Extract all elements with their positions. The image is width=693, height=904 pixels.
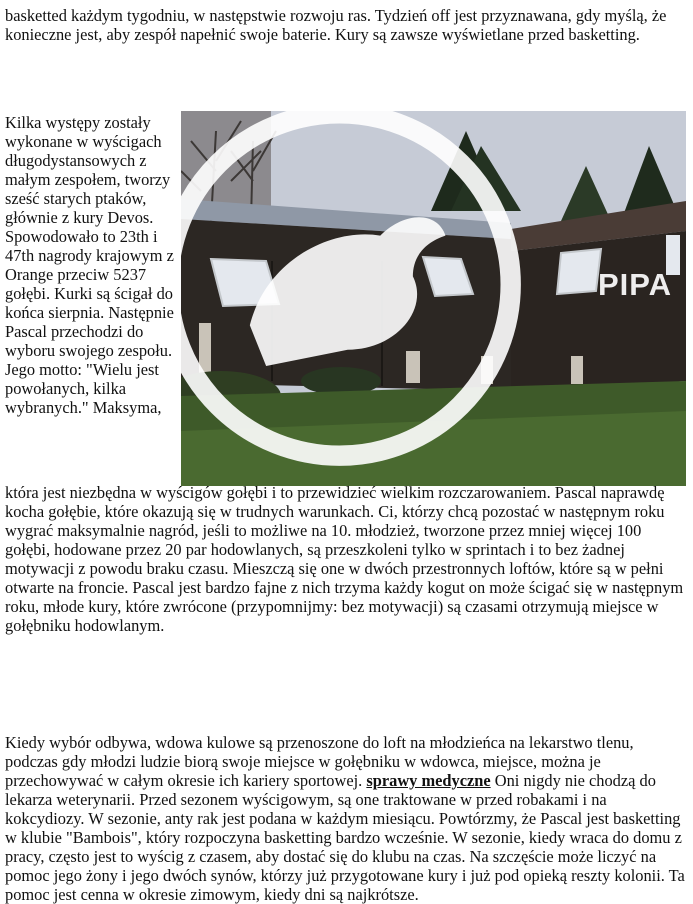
- medical-heading: sprawy medyczne: [366, 771, 491, 790]
- pipa-logo: [181, 111, 672, 472]
- paragraph-selection: która jest niezbędna w wyścigów gołębi i to przewidzieć wielkim rozczarowaniem. Pascal naprawdę kocha gołębie, które okazują się w trudnych warunkach. Ci, którzy chcą pozostać w następnym roku wygrać maksymalnie nagród, jeśli to możliwe na 10. młodzież, tworzone przez mniej więcej 100 gołębi, hodowane przez 20 par hodowlanych, są przeszkoleni tylko w sprintach i to bez żadnej motywacji z powodu braku czasu. Mieszczą się one w dwóch przestronnych loftów, które są w pełni otwarte na froncie. Pascal jest bardzo fajne z nich trzyma każdy kogut on może ścigać się w następnym roku, młode kury, które zwrócone (przypomnijmy: bez motywacji) są czasami otrzymują miejsce w gołębniku hodowlanym.: [5, 483, 684, 635]
- paragraph-medical: [5, 733, 688, 904]
- pigeon-icon: [181, 111, 592, 472]
- medical-text-before: Kiedy wybór odbywa, wdowa kulowe są przenoszone do loft na młodzieńca na lekarstwo tlenu, podczas gdy młodzi ludzie biorą swoje miejsce w gołębniku w wdowca, miejsce, można je przechowywać w całym okresie ich kariery sportowej.: [5, 733, 634, 790]
- loft-photograph: [181, 111, 686, 486]
- paragraph-intro: basketted każdym tygodniu, w następstwie rozwoju ras. Tydzień off jest przyznawana, gdy myślą, że konieczne jest, aby zespół napełnić swoje baterie. Kury są zawsze wyświetlane przed basketting.: [5, 6, 667, 44]
- medical-text-after: Oni nigdy nie chodzą do lekarza weterynarii. Przed sezonem wyścigowym, są one traktowane w przed robakami i na kokcydiozy. W sezonie, anty rak jest podana w każdym miesiącu. Powtórzmy, że Pascal jest basketting w klubie "Bambois", który rozpoczyna basketting bardzo wcześnie. W sezonie, kiedy wraca do domu z pracy, często jest to wyścig z czasem, aby dostać się do klubu na czas. Na szczęście może liczyć na pomoc jego żony i jego dwóch synów, którzy już przygotowane kury i już pod opieką reszty kolonii. Ta pomoc jest cenna w okresie zimowym, kiedy dni są najkrótsze.: [5, 771, 685, 904]
- paragraph-wrapped-left: Kilka występy zostały wykonane w wyścigach długodystansowych z małym zespołem, tworzy sześć starych ptaków, głównie z kury Devos. Spowodowało to 23th i 47th nagrody krajowym z Orange przeciw 5237 gołębi. Kurki są ścigał do końca sierpnia. Następnie Pascal przechodzi do wyboru swojego zespołu. Jego motto: "Wielu jest powołanych, kilka wybranych." Maksyma,: [5, 113, 174, 417]
- pipa-logo-text: PIPA: [597, 266, 672, 302]
